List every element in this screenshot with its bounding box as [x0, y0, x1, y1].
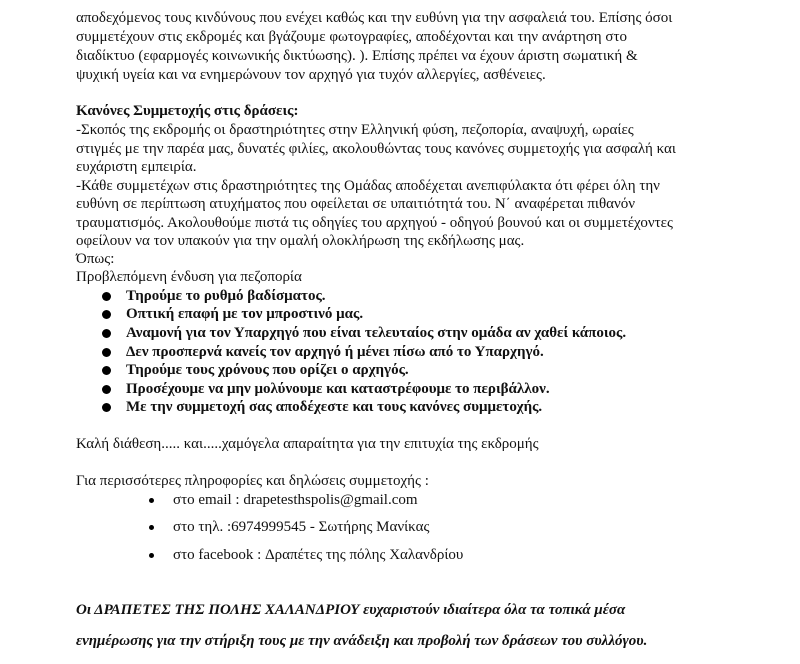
rules-line: -Κάθε συμμετέχων στις δραστηριότητες της Ομάδας αποδέχεται ανεπιφύλακτα ότι φέρει όλη την: [76, 178, 660, 194]
list-item-text: Τηρούμε τους χρόνους που ορίζει ο αρχηγός.: [126, 362, 409, 378]
rules-line: τραυματισμός. Ακολουθούμε πιστά τις οδηγίες του αρχηγού - οδηγού βουνού και οι συμμετέχοντες: [76, 215, 673, 231]
bullet-icon: [102, 329, 111, 338]
intro-line: διαδίκτυο (εφαρμογές κοινωνικής δικτύωσης). ). Επίσης πρέπει να έχουν άριστη σωματική &: [76, 48, 638, 64]
rules-line: -Σκοπός της εκδρομής οι δραστηριότητες στην Ελληνική φύση, πεζοπορία, αναψυχή, ωραίες: [76, 122, 634, 138]
list-item-text: Αναμονή για τον Υπαρχηγό που είναι τελευταίος στην ομάδα αν χαθεί κάποιος.: [126, 325, 627, 341]
rules-line: Προβλεπόμενη ένδυση για πεζοπορία: [76, 269, 302, 285]
list-item-text: Οπτική επαφή με τον μπροστινό μας.: [126, 306, 364, 322]
rules-line: Όπως:: [76, 251, 115, 267]
bullet-icon: [149, 553, 154, 558]
contact-intro: Για περισσότερες πληροφορίες και δηλώσεις συμμετοχής :: [76, 473, 429, 489]
thanks-line: ενημέρωσης για την στήριξη τους με την ανάδειξη και προβολή των δράσεων του συλλόγου.: [76, 633, 648, 649]
contact-phone-text: στο τηλ. :6974999545 - Σωτήρης Μανίκας: [173, 519, 430, 535]
rules-line: στιγμές με την παρέα μας, δυνατές φιλίες, ακολουθώντας τους κανόνες συμμετοχής για ασφαλή και: [76, 141, 676, 157]
contact-facebook-text: στο facebook : Δραπέτες της πόλης Χαλανδρίου: [173, 547, 464, 563]
bullet-icon: [102, 348, 111, 357]
rules-line: οφείλουν να τον υπακούν για την ομαλή ολοκλήρωση της εκδήλωσης μας.: [76, 233, 525, 249]
bullet-icon: [102, 366, 111, 375]
list-item-text: Τηρούμε το ρυθμό βαδίσματος.: [126, 288, 326, 304]
bullet-icon: [102, 403, 111, 412]
contact-email-text: στο email : drapetesthspolis@gmail.com: [173, 492, 418, 508]
intro-line: συμμετέχουν στις εκδρομές και βγάζουμε φωτογραφίες, αποδέχονται και την ανάρτηση στο: [76, 29, 627, 45]
rules-heading: Κανόνες Συμμετοχής στις δράσεις:: [76, 103, 299, 119]
bullet-icon: [102, 385, 111, 394]
bullet-icon: [149, 498, 154, 503]
closing-line: Καλή διάθεση..... και.....χαμόγελα απαραίτητα για την επιτυχία της εκδρομής: [76, 436, 539, 452]
list-item-text: Με την συμμετοχή σας αποδέχεστε και τους κανόνες συμμετοχής.: [126, 399, 543, 415]
bullet-icon: [102, 310, 111, 319]
rules-line: ευχάριστη εμπειρία.: [76, 159, 197, 175]
bullet-icon: [102, 292, 111, 301]
list-item-text: Προσέχουμε να μην μολύνουμε και καταστρέφουμε το περιβάλλον.: [126, 381, 550, 397]
thanks-line: Οι ΔΡΑΠΕΤΕΣ ΤΗΣ ΠΟΛΗΣ ΧΑΛΑΝΔΡΙΟΥ ευχαριστούν ιδιαίτερα όλα τα τοπικά μέσα: [76, 602, 626, 618]
intro-line: αποδεχόμενος τους κινδύνους που ενέχει καθώς και την ευθύνη για την ασφαλειά του. Επίσης όσοι: [76, 10, 673, 26]
list-item-text: Δεν προσπερνά κανείς τον αρχηγό ή μένει πίσω από το Υπαρχηγό.: [126, 344, 544, 360]
intro-line: ψυχική υγεία και να ενημερώνουν τον αρχηγό για τυχόν αλλεργίες, ασθένειες.: [76, 67, 546, 83]
rules-line: ευθύνη σε περίπτωση ατυχήματος που οφείλεται σε υπαιτιότητά του. Ν΄ αναφέρεται πιθανόν: [76, 196, 636, 212]
bullet-icon: [149, 525, 154, 530]
